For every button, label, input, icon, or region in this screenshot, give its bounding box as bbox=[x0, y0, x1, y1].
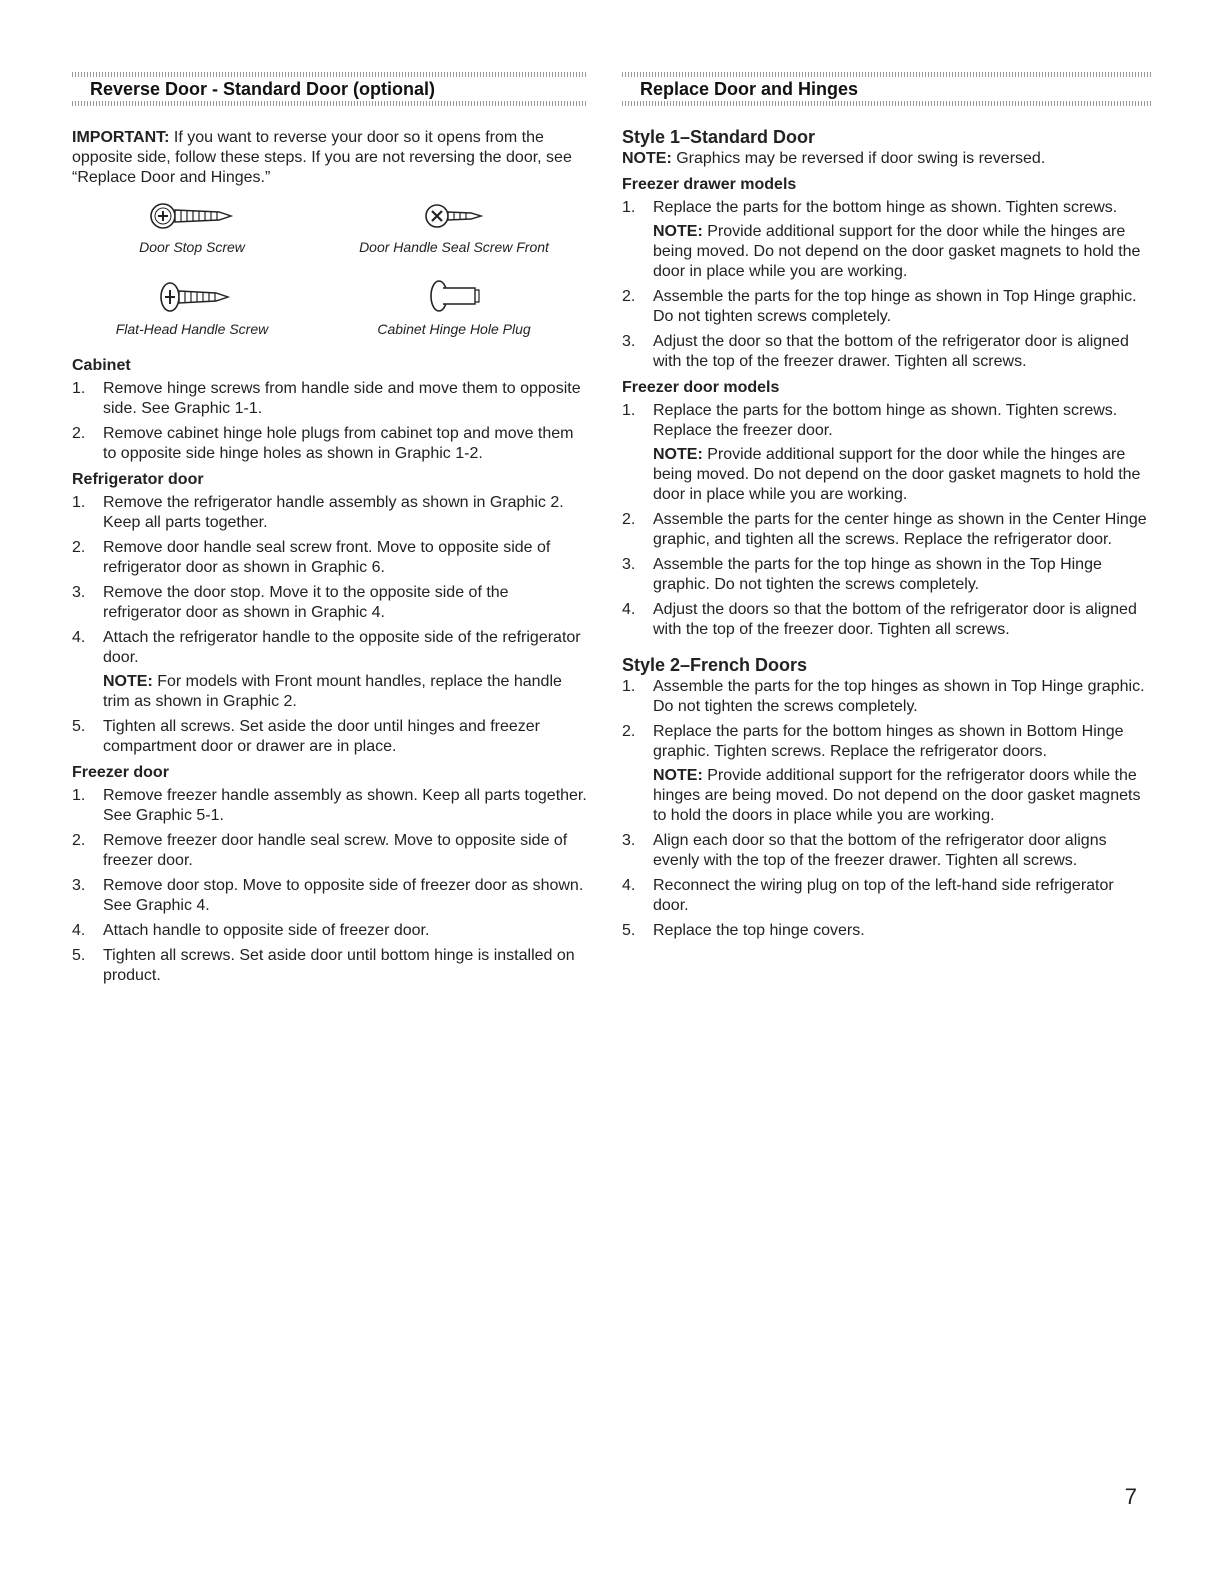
list-item: 1. Remove the refrigerator handle assembly as shown in Graphic 2. Keep all parts together. bbox=[72, 494, 564, 531]
list-item: 2. Replace the parts for the bottom hinges as shown in Bottom Hinge graphic. Tighten screws. Replace the refrigerator doors. NOTE: Provide additional support for the refrigerator doors while the hinges are being moved. Do not depend on the door gasket magnets to hold the doors in place while you are working. bbox=[622, 722, 1152, 826]
list-item: 4. Adjust the doors so that the bottom of the refrigerator door is aligned with the top of the freezer door. Tighten all screws. bbox=[622, 601, 1137, 638]
part-cabinet-hinge-hole-plug bbox=[334, 278, 574, 338]
list-item: 1. Remove hinge screws from handle side and move them to opposite side. See Graphic 1-1. bbox=[72, 380, 581, 417]
list-item: 3. Remove door stop. Move to opposite side of freezer door as shown. See Graphic 4. bbox=[72, 877, 584, 914]
list-item: 5. Replace the top hinge covers. bbox=[622, 922, 865, 939]
note: NOTE: Provide additional support for the door while the hinges are being moved. Do not depend on the door gasket magnets to hold the door in place while you are working. bbox=[653, 223, 1141, 280]
list-item: 2. Remove freezer door handle seal screw. Move to opposite side of freezer door. bbox=[72, 832, 568, 869]
section-title: Reverse Door - Standard Door (optional) bbox=[90, 79, 436, 99]
cabinet-steps bbox=[72, 379, 588, 464]
list-item: 2. Assemble the parts for the top hinge as shown in Top Hinge graphic. Do not tighten screws completely. bbox=[622, 288, 1137, 325]
list-item: 3. Adjust the door so that the bottom of the refrigerator door is aligned with the top of the freezer drawer. Tighten all screws. bbox=[622, 333, 1129, 370]
freezer-door-model-steps bbox=[622, 401, 1152, 640]
list-item: 1. Replace the parts for the bottom hinge as shown. Tighten screws. Replace the freezer door. NOTE: Provide additional support for the door while the hinges are being moved. Do not depend on the door gasket magnets to hold the door in place while you are working. bbox=[622, 401, 1152, 505]
part-door-stop-screw bbox=[72, 200, 312, 256]
section-header-reverse-door bbox=[72, 72, 588, 112]
left-column bbox=[72, 72, 588, 991]
right-column bbox=[622, 72, 1152, 946]
list-item: 4. Reconnect the wiring plug on top of the left-hand side refrigerator door. bbox=[622, 877, 1114, 914]
important-paragraph bbox=[72, 128, 588, 188]
note: NOTE: For models with Front mount handles, replace the handle trim as shown in Graphic 2. bbox=[103, 673, 562, 710]
refrigerator-door-steps bbox=[72, 493, 588, 757]
list-item: 1. Assemble the parts for the top hinges as shown in Top Hinge graphic. Do not tighten the screws completely. bbox=[622, 678, 1145, 715]
hinge-hole-plug-icon bbox=[419, 278, 489, 314]
style-1-note: NOTE: Graphics may be reversed if door swing is reversed. bbox=[622, 150, 1046, 167]
list-item: 3. Remove the door stop. Move it to the opposite side of the refrigerator door as shown in Graphic 4. bbox=[72, 584, 509, 621]
door-stop-screw-icon bbox=[147, 200, 237, 232]
subheading-freezer-door-models: Freezer door models bbox=[622, 379, 780, 396]
list-item: 2. Remove cabinet hinge hole plugs from cabinet top and move them to opposite side hinge holes as shown in Graphic 1-2. bbox=[72, 425, 574, 462]
subheading-freezer-door: Freezer door bbox=[72, 764, 169, 781]
part-door-handle-seal-screw bbox=[334, 200, 574, 256]
list-item: 3. Align each door so that the bottom of the refrigerator door aligns evenly with the top of the freezer drawer. Tighten all screws. bbox=[622, 832, 1107, 869]
part-label: Cabinet Hinge Hole Plug bbox=[377, 321, 531, 337]
part-label: Door Stop Screw bbox=[139, 239, 245, 255]
subheading-freezer-drawer-models: Freezer drawer models bbox=[622, 176, 797, 193]
part-label: Flat-Head Handle Screw bbox=[115, 321, 269, 337]
flat-head-screw-icon bbox=[152, 280, 232, 314]
subheading-cabinet: Cabinet bbox=[72, 357, 131, 374]
important-text: If you want to reverse your door so it opens from the opposite side, follow these steps. If you are not reversing the door, see “Replace Door and Hinges.” bbox=[72, 129, 572, 186]
list-item: 2. Assemble the parts for the center hinge as shown in the Center Hinge graphic, and tighten all the screws. Replace the refrigerator door. bbox=[622, 511, 1147, 548]
seal-screw-icon bbox=[419, 200, 489, 232]
list-item: 5. Tighten all screws. Set aside the door until hinges and freezer compartment door or drawer are in place. bbox=[72, 718, 540, 755]
header-hatch-rule bbox=[622, 101, 1152, 106]
style-1-title: Style 1–Standard Door bbox=[622, 127, 816, 147]
page-number: 7 bbox=[1124, 1484, 1137, 1509]
list-item: 2. Remove door handle seal screw front. Move to opposite side of refrigerator door as shown in Graphic 6. bbox=[72, 539, 551, 576]
freezer-door-steps bbox=[72, 786, 588, 986]
note: NOTE: Provide additional support for the door while the hinges are being moved. Do not depend on the door gasket magnets to hold the door in place while you are working. bbox=[653, 446, 1141, 503]
list-item: 1. Remove freezer handle assembly as shown. Keep all parts together. See Graphic 5-1. bbox=[72, 787, 587, 824]
list-item: 3. Assemble the parts for the top hinge as shown in the Top Hinge graphic. Do not tighten the screws completely. bbox=[622, 556, 1102, 593]
french-door-steps bbox=[622, 677, 1152, 941]
freezer-drawer-steps bbox=[622, 198, 1152, 372]
section-title: Replace Door and Hinges bbox=[640, 79, 859, 99]
subheading-refrigerator-door: Refrigerator door bbox=[72, 471, 204, 488]
list-item: 5. Tighten all screws. Set aside door until bottom hinge is installed on product. bbox=[72, 947, 575, 984]
note: NOTE: Provide additional support for the refrigerator doors while the hinges are being moved. Do not depend on the door gasket magnets to hold the doors in place while you are working. bbox=[653, 767, 1141, 824]
list-item: 4. Attach handle to opposite side of freezer door. bbox=[72, 922, 430, 939]
important-label: IMPORTANT: bbox=[72, 129, 170, 146]
header-hatch-rule bbox=[72, 101, 588, 106]
part-label: Door Handle Seal Screw Front bbox=[359, 239, 549, 255]
list-item: 4. Attach the refrigerator handle to the opposite side of the refrigerator door. NOTE: For models with Front mount handles, replace the handle trim as shown in Graphic 2. bbox=[72, 628, 588, 712]
style-2-title: Style 2–French Doors bbox=[622, 655, 808, 675]
parts-illustrations bbox=[72, 200, 588, 350]
list-item: 1. Replace the parts for the bottom hinge as shown. Tighten screws. NOTE: Provide additional support for the door while the hinges are being moved. Do not depend on the door gasket magnets to hold the door in place while you are working. bbox=[622, 198, 1152, 282]
part-flat-head-handle-screw bbox=[72, 280, 312, 338]
section-header-replace-door bbox=[622, 72, 1152, 112]
